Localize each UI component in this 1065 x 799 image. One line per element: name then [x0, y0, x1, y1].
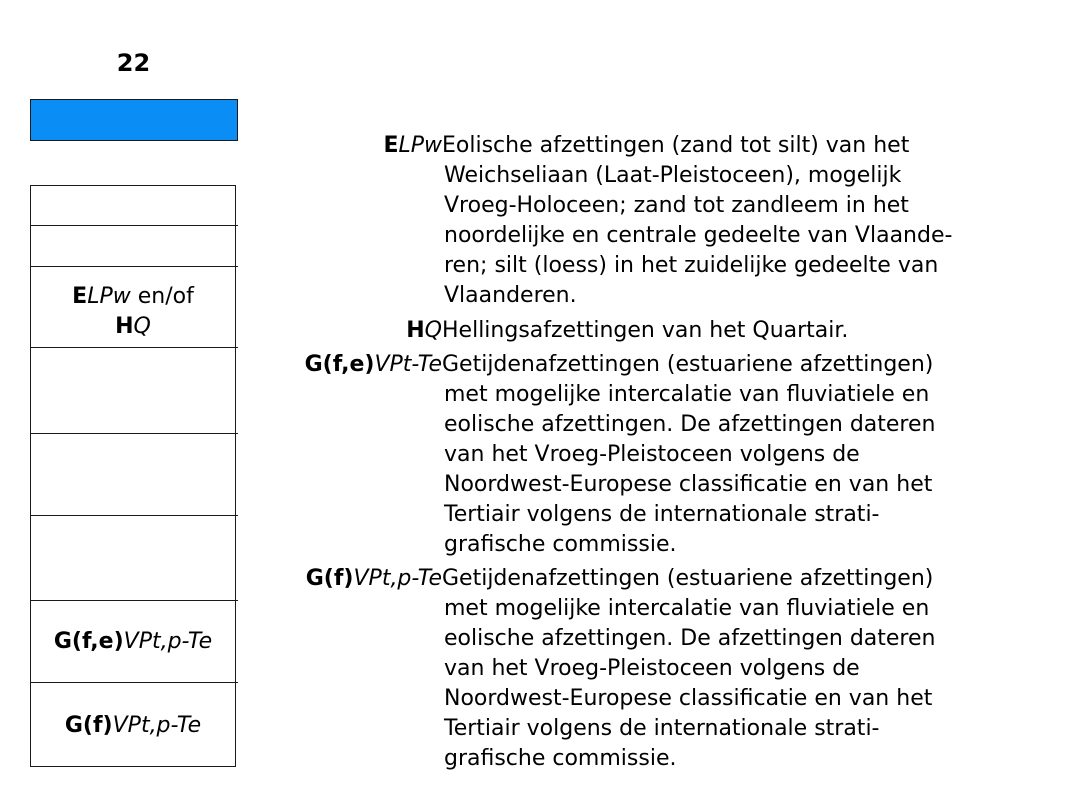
column-divider [30, 266, 238, 267]
column-cell-gfe [30, 627, 236, 657]
cell-code-italic: VPt,p-Te [112, 713, 202, 738]
column-divider [30, 225, 238, 226]
legend-code [305, 350, 442, 380]
column-cell-elpw-hq [30, 282, 236, 342]
legend-code-bold: E [383, 133, 399, 158]
legend-line: van het Vroeg-Pleistoceen volgens de [444, 656, 860, 681]
page-number: 22 [116, 49, 151, 77]
cell-label-line-2 [30, 312, 236, 342]
legend-code-italic: VPt,p-Te [353, 566, 442, 591]
legend-line: Hellingsafzettingen van het Quartair. [442, 318, 849, 343]
cell-code-bold: E [72, 284, 88, 309]
legend-line: Vlaanderen. [444, 283, 577, 308]
legend-line: Getijdenafzettingen (estuariene afzettingen) [442, 352, 934, 377]
legend-line: eolische afzettingen. De afzettingen dateren [444, 412, 936, 437]
legend-line: met mogelijke intercalatie van fluviatiele en [444, 382, 930, 407]
legend-line: Weichseliaan (Laat-Pleistoceen), mogelijk [444, 163, 902, 188]
legend-code-bold: H [406, 318, 425, 343]
legend-line: met mogelijke intercalatie van fluviatiele en [444, 596, 930, 621]
column-divider [30, 515, 238, 516]
legend-line: van het Vroeg-Pleistoceen volgens de [444, 442, 860, 467]
legend-line: Noordwest-Europese classificatie en van het [444, 472, 933, 497]
column-cell-gf [30, 711, 236, 741]
legend-code-italic: LPw [398, 133, 442, 158]
legend-line: Vroeg-Holoceen; zand tot zandleem in het [444, 193, 909, 218]
cell-code-italic: VPt,p-Te [123, 629, 213, 654]
cell-code-italic: LPw [87, 284, 131, 309]
legend-code-bold: G(f) [305, 566, 354, 591]
cell-suffix: en/of [130, 284, 194, 309]
legend-description [444, 131, 1034, 311]
cell-code-bold: G(f,e) [53, 629, 124, 654]
legend-code-italic: Q [424, 318, 442, 343]
legend-description [444, 350, 1034, 560]
cell-code-italic: Q [133, 314, 151, 339]
legend-line: grafische commissie. [444, 746, 677, 771]
legend-line: Noordwest-Europese classificatie en van het [444, 686, 933, 711]
legend-line: Eolische afzettingen (zand tot silt) van het [442, 133, 910, 158]
cell-code-bold: G(f) [64, 713, 113, 738]
column-divider [30, 682, 238, 683]
legend-line: Getijdenafzettingen (estuariene afzettingen) [442, 566, 934, 591]
legend-line: eolische afzettingen. De afzettingen dateren [444, 626, 936, 651]
stratigraphic-column [30, 185, 236, 767]
column-divider [30, 433, 238, 434]
legend-description [444, 316, 1034, 346]
legend-line: Tertiair volgens de internationale strati- [444, 502, 880, 527]
legend-description [444, 564, 1034, 774]
cell-code-bold: H [115, 314, 134, 339]
legend-line: Tertiair volgens de internationale strati- [444, 716, 880, 741]
legend-code-bold: G(f,e) [304, 352, 375, 377]
surface-layer-swatch [30, 99, 238, 141]
legend-line: grafische commissie. [444, 532, 677, 557]
column-divider [30, 600, 238, 601]
column-divider [30, 347, 238, 348]
legend-code [406, 316, 442, 346]
legend-line: ren; silt (loess) in het zuidelijke gedeelte van [444, 253, 939, 278]
legend-code [306, 564, 442, 594]
legend-code [383, 131, 442, 161]
cell-label-line-1 [30, 282, 236, 312]
legend-line: noordelijke en centrale gedeelte van Vlaande- [444, 223, 953, 248]
legend-code-italic: VPt-Te [374, 352, 442, 377]
